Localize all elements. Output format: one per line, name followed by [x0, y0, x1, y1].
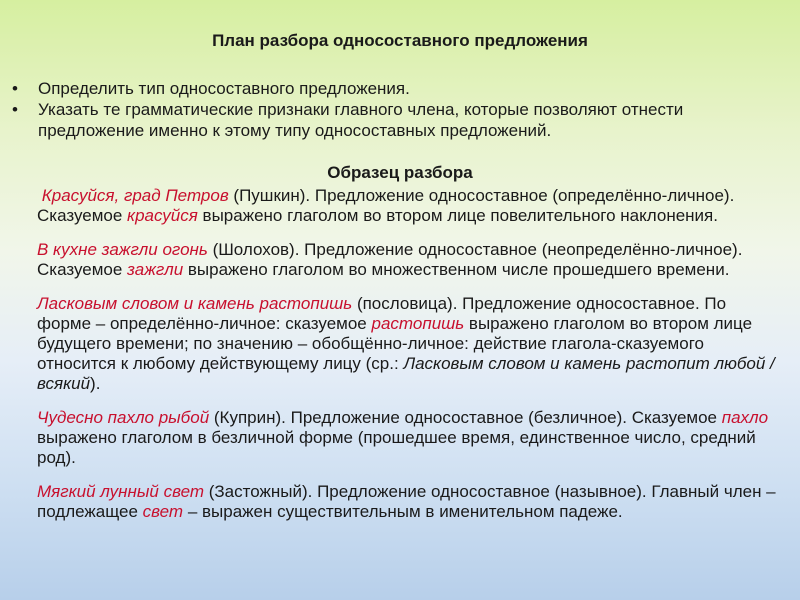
example-5 — [37, 482, 777, 522]
example-word: растопишь — [371, 314, 465, 333]
slide-title: План разбора односоставного предложения — [212, 31, 588, 50]
example-quote: Красуйся, град Петров — [41, 186, 229, 205]
plan-list — [12, 78, 782, 141]
plan-item: • Указать те грамматические признаки главного члена, которые позволяют отнести предложение именно к этому типу односоставных предложений. — [12, 99, 782, 141]
example-text: ). — [90, 374, 101, 393]
example-quote: Мягкий лунный свет — [37, 482, 205, 501]
example-3 — [37, 294, 777, 394]
example-quote: В кухне зажгли огонь — [37, 240, 208, 259]
example-text: (Шолохов). Предложение односоставное (неопределённо-личное). Сказуемое — [37, 240, 743, 279]
example-4 — [37, 408, 777, 468]
example-quote: Чудесно пахло рыбой — [37, 408, 210, 427]
examples — [37, 186, 777, 536]
example-word: зажгли — [127, 260, 184, 279]
example-text: выражено глаголом во множественном числе прошедшего времени. — [183, 260, 730, 279]
example-text: – выражен существительным в именительном падеже. — [183, 502, 623, 521]
sample-title: Образец разбора — [327, 163, 473, 182]
example-text: выражено глаголом во втором лице повелительного наклонения. — [197, 206, 718, 225]
example-word: пахло — [721, 408, 769, 427]
example-quote: Ласковым словом и камень растопишь — [37, 294, 353, 313]
example-word: красуйся — [127, 206, 198, 225]
example-text: выражено глаголом в безличной форме (прошедшее время, единственное число, средний род). — [37, 428, 756, 467]
example-text: (Застожный). Предложение односоставное (назывное). Главный член – подлежащее — [37, 482, 776, 521]
example-text: (пословица). Предложение односоставное. По форме – определённо-личное: сказуемое — [37, 294, 727, 333]
example-text: (Куприн). Предложение односоставное (безличное). Сказуемое — [209, 408, 722, 427]
example-2 — [37, 240, 777, 280]
example-1 — [37, 186, 777, 226]
example-word: свет — [142, 502, 184, 521]
example-word: Ласковым словом и камень растопит любой / всякий — [37, 354, 775, 393]
example-text: выражено глаголом во втором лице будущего времени; по значению – обобщённо-личное: действие глагола-сказуемого относится к любому действующему лицу (ср.: — [37, 314, 753, 373]
example-text: (Пушкин). Предложение односоставное (определённо-личное). Сказуемое — [37, 186, 735, 225]
plan-item: • Определить тип односоставного предложения. — [12, 78, 782, 99]
